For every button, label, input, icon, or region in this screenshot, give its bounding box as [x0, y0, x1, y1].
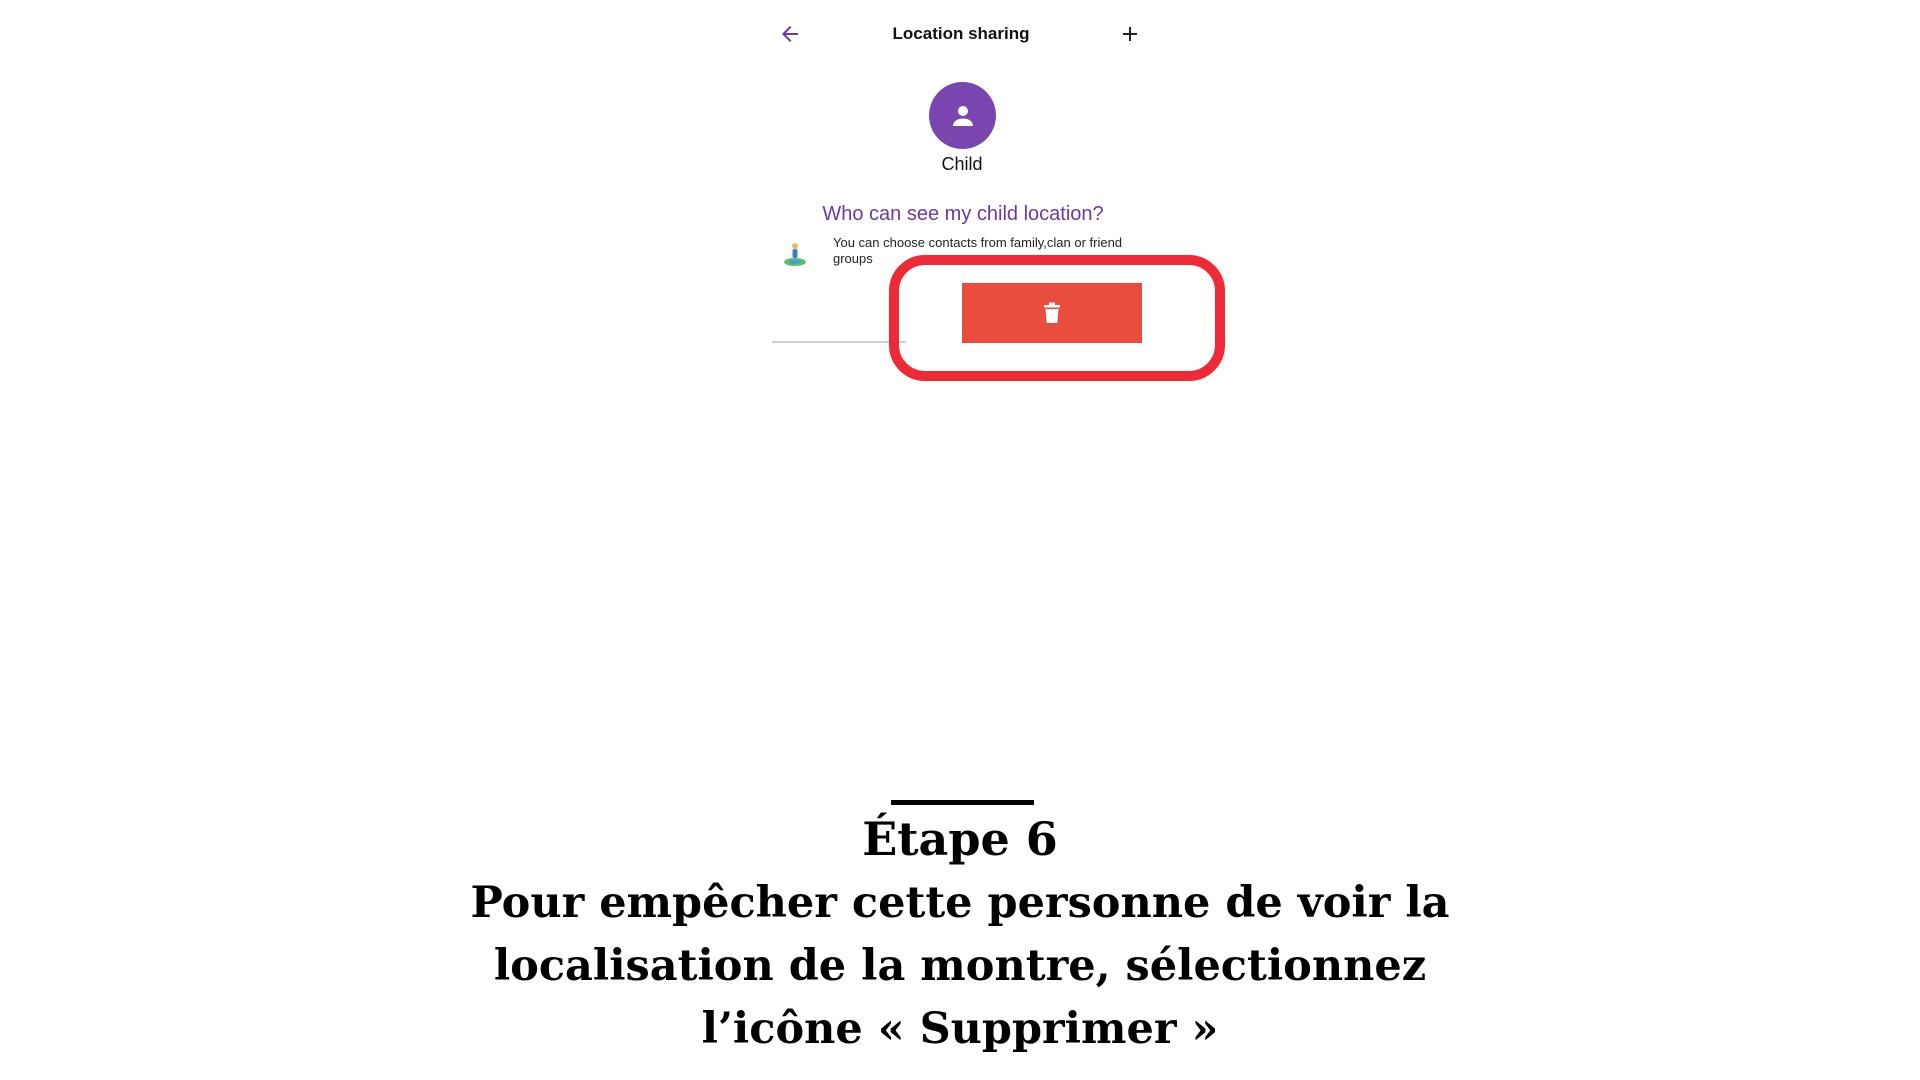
avatar [929, 82, 996, 149]
instruction-line: Pour empêcher cette personne de voir la [470, 878, 1450, 928]
list-item-divider [772, 341, 906, 343]
location-pin-icon [780, 239, 810, 269]
trash-icon [1043, 302, 1061, 324]
instruction-line: localisation de la montre, sélectionnez [493, 941, 1427, 991]
caption-divider [891, 800, 1034, 805]
info-text: You can choose contacts from family,clan or friend groups [833, 235, 1123, 266]
info-row [780, 235, 1140, 275]
app-header [770, 14, 1152, 54]
step-instructions [460, 872, 1460, 1061]
profile-name: Child [941, 154, 983, 174]
instruction-line: l’icône « Supprimer » [701, 1004, 1219, 1054]
sharing-question: Who can see my child location? [822, 203, 1104, 225]
delete-button[interactable] [962, 283, 1142, 343]
person-icon [948, 101, 978, 131]
page-title: Location sharing [892, 24, 1030, 43]
step-title: Étape 6 [862, 812, 1058, 866]
plus-icon[interactable] [1118, 22, 1142, 46]
